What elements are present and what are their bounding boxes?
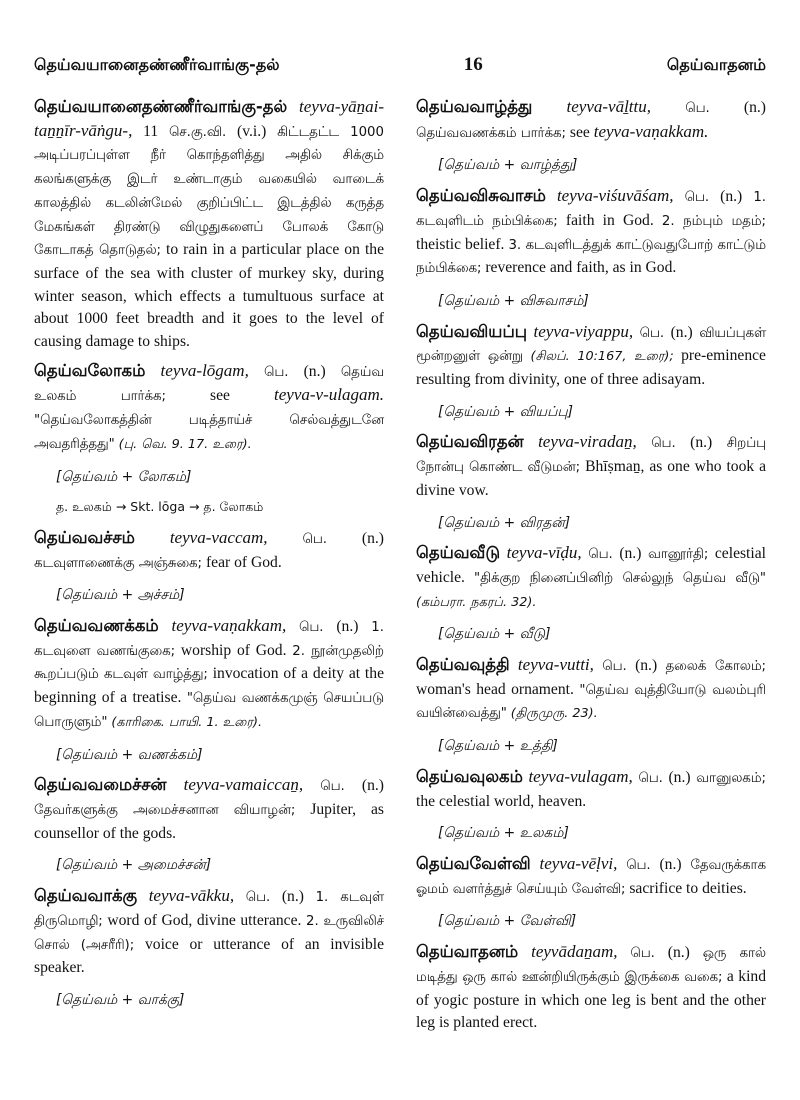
quotation-source: (சிலப். 10:167, உரை); [530,349,674,365]
part-of-speech: பெ. [588,547,613,563]
part-of-speech: பெ. [320,779,345,795]
dictionary-entry [416,542,766,646]
tamil-definition: தெய்வவணக்கம் பார்க்க; [416,125,566,141]
transliteration: teyva-vākku, [148,886,235,906]
part-of-speech-en: (n.) [720,188,743,206]
headword: தெய்வவமைச்சன் [34,775,167,795]
etymology: [தெய்வம் + வாழ்த்து] [438,157,578,174]
transliteration: teyva-vulagam, [528,766,633,786]
dictionary-entry [416,654,766,758]
part-of-speech: பெ. [638,770,663,786]
part-of-speech: பெ. [630,946,655,962]
headword: தெய்வலோகம் [34,360,146,380]
part-of-speech: செ.கு.வி. [168,124,227,140]
quotation: "தெய்வ வணக்கமுஞ் செயப்படு பொருளும்" [34,691,384,730]
dictionary-entry [34,615,384,766]
dictionary-entry [416,96,766,177]
tamil-definition: வியப்புகள் மூன்றனுள் ஒன்று [416,325,767,365]
entry-body [34,615,384,735]
headword: தெய்வயானைதண்ணீர்வாங்கு-தல் [34,97,288,116]
part-of-speech-en: (n.) [336,618,359,636]
english-definition: celestial vehicle. [416,545,766,586]
part-of-speech: பெ. [651,436,676,452]
etymology: [தெய்வம் + விசுவாசம்] [438,292,589,309]
tamil-definition: 1. கடவுள் திருமொழி; [34,890,385,929]
part-of-speech-en: (n.) [635,657,658,675]
part-of-speech-en: (v.i.) [237,122,267,140]
headword: தெய்வவேள்வி [416,853,531,873]
english-definition: see [210,387,230,405]
right-column [416,96,766,1041]
part-of-speech-en: (n.) [670,323,693,341]
entry-body [34,527,384,575]
transliteration: teyva-yāṉai-taṉṉīr-vāṅgu-, [34,97,384,140]
part-of-speech-en: (n.) [659,855,682,873]
english-definition: reverence and faith, as in God. [485,259,677,277]
cross-reference: teyva-v-ulagam. [274,385,384,405]
tamil-definition: தேவருக்காக ஓமம் வளர்த்துச் செய்யும் வேள்வி; [416,857,767,897]
quotation: "தெய்வலோகத்தின் படித்தாய்ச் செல்வத்துடனே அவதரித்தது" [34,413,384,452]
cross-reference: teyva-vaṇakkam. [593,121,709,141]
part-of-speech-en: (n.) [361,777,384,795]
header-left-guideword: தெய்வயானைதண்ணீர்வாங்கு-தல் [34,54,280,74]
headword: தெய்வவணக்கம் [34,616,159,636]
tamil-definition: தேவர்களுக்கு அமைச்சனான வியாழன்; [34,802,296,818]
english-definition: faith in God. [565,211,654,229]
part-of-speech-en: (n.) [667,944,690,962]
transliteration: teyva-vamaiccaṉ, [183,775,304,795]
part-of-speech: பெ. [299,620,324,636]
transliteration: teyvādaṉam, [531,942,618,962]
etymology: [தெய்வம் + உத்தி] [438,738,558,755]
quotation-source: (திருமுரு. 23). [510,706,598,722]
english-definition: see [569,123,590,141]
left-column [34,96,384,1020]
entry-body [416,542,766,614]
part-of-speech: பெ. [302,531,327,547]
quotation: "திக்குற நினைப்பினிற் செல்லுந் தெய்வ வீடு" [473,570,766,586]
transliteration: teyva-vaṇakkam, [171,616,287,636]
part-of-speech-en: (n.) [303,362,326,380]
tamil-definition: வானுலகம்; [696,770,766,786]
transliteration: teyva-lōgam, [160,360,249,380]
entry-body [416,431,766,502]
etymology: [தெய்வம் + உலகம்] [438,825,569,842]
tamil-definition: 2. நம்பும் மதம்; [661,213,766,229]
tamil-definition: 2. உருவிலிச் சொல் (அசரீரி); [34,913,384,953]
part-of-speech-en: (n.) [361,529,384,547]
page-number: 16 [463,54,483,75]
page-header [34,50,766,80]
transliteration: teyva-vīḍu, [506,543,582,563]
part-of-speech: பெ. [602,659,627,675]
etymology: [தெய்வம் + வேள்வி] [438,913,577,930]
part-of-speech-en: (n.) [668,768,691,786]
dictionary-entry [34,527,384,607]
entry-body [34,885,384,980]
headword: தெய்வவீடு [416,543,501,563]
dictionary-entry [416,766,766,845]
english-definition: pre-eminence resulting from divinity, one of three adisayam. [416,347,766,389]
headword: தெய்வவாழ்த்து [416,97,533,116]
tamil-definition: வானூர்தி; [647,547,709,563]
tamil-definition: தெய்வ உலகம் பார்க்க; [34,364,384,405]
tamil-definition: சிறப்பு நோன்பு கொண்ட வீடுமன்; [416,436,767,476]
headword: தெய்வவிரதன் [416,432,524,452]
english-definition: fear of God. [205,553,282,571]
transliteration: teyva-vāḻttu, [566,97,651,116]
entry-body [416,766,766,813]
entry-body [416,96,766,145]
dictionary-entry [416,853,766,933]
tamil-definition: கிட்டதட்ட 1000 அடிப்பரப்புள்ள நீர் கொந்தளித்து அதில் சிக்கும் கலங்களுக்கு இடர் உண்டாகும் வகையில் வாடைக் காலத்தில் கடலின்மேல் குறிப்பிட்ட இடத்தில் கருத்த மேகங்கள் திரண்டு விழுதுகளைப் போலக் கோடு கோடாகத் தொடுதல்; [34,124,384,259]
dictionary-entry [34,360,384,519]
headword: தெய்வவுத்தி [416,655,510,675]
quotation-source: (காரிகை. பாயி. 1. உரை). [111,714,263,730]
english-definition: to rain in a particular place on the surface of the sea with cluster of murkey sky, during winter season, which effects a tumultuous surface at about 1000 feet breadth and it goes to the level of causing damage to ships. [34,241,384,351]
etymology-note: த. உலகம் → Skt. lōga → த. லோகம் [56,499,264,515]
tamil-definition: 1. கடவுளிடம் நம்பிக்கை; [416,190,766,229]
etymology: [தெய்வம் + விரதன்] [438,514,571,531]
part-of-speech-en: (n.) [619,545,642,563]
part-of-speech: பெ. [685,101,710,116]
entry-body [416,941,766,1035]
entry-body [34,774,384,845]
entry-body [416,185,766,281]
headword: தெய்வவியப்பு [416,321,528,341]
etymology: [தெய்வம் + வாக்கு] [56,991,185,1008]
english-definition: a kind of yogic posture in which one leg is bent and the other leg is planted erect. [416,967,766,1032]
english-definition: voice or utterance of an invisible speaker. [34,935,385,977]
dictionary-entry [34,885,384,1012]
entry-body [34,360,384,457]
part-of-speech: பெ. [684,190,710,206]
part-of-speech: பெ. [626,857,651,873]
tamil-definition: ஒரு கால் மடித்து ஒரு கால் ஊன்றியிருக்கும் இருக்கை வகை; [416,946,766,985]
etymology: [தெய்வம் + வீடு] [438,626,551,643]
etymology: [தெய்வம் + அமைச்சன்] [56,857,212,874]
transliteration: teyva-vēḷvi, [539,853,618,873]
transliteration: teyva-viyappu, [533,321,634,341]
english-definition: the celestial world, heaven. [416,792,587,810]
etymology: [தெய்வம் + வியப்பு] [438,403,574,420]
quotation-source: (பு. வெ. 9. 17. உரை). [118,436,252,452]
english-definition: worship of God. [180,641,287,659]
part-of-speech: பெ. [639,325,665,341]
english-definition: woman's head ornament. [416,680,574,698]
headword: தெய்வவிசுவாசம் [416,186,546,206]
dictionary-entry [34,96,384,354]
entry-body [416,321,766,392]
part-of-speech-en: (n.) [690,434,713,452]
headword: தெய்வாதனம் [416,942,519,962]
dictionary-entry [416,185,766,313]
grammar-number: 11 [143,122,159,140]
part-of-speech-en: (n.) [281,888,304,906]
quotation-source: (கம்பரா. நகரப். 32). [416,594,537,610]
headword: தெய்வவுலகம் [416,766,523,786]
english-definition: invocation of a deity at the beginning of a treatise. [34,665,384,707]
entry-body [416,853,766,901]
english-definition: Bhīṣmaṉ, as one who took a divine vow. [416,458,767,499]
tamil-definition: கடவுளாணைக்கு அஞ்சுகை; [34,555,203,571]
transliteration: teyva-vutti, [517,655,594,675]
transliteration: teyva-viradaṉ, [538,432,637,452]
part-of-speech-en: (n.) [743,99,767,116]
headword: தெய்வவாக்கு [34,886,138,906]
part-of-speech: பெ. [263,364,289,380]
dictionary-entry [416,941,766,1035]
quotation: "தெய்வ வுத்தியோடு வலம்புரி வயின்வைத்து" [416,682,766,722]
etymology: [தெய்வம் + அச்சம்] [56,587,185,604]
header-right-guideword: தெய்வாதனம் [666,54,766,74]
entry-body [34,96,384,354]
english-definition: theistic belief. [416,235,505,253]
tamil-definition: 2. நூன்முதலிற் கூறப்படும் கடவுள் வாழ்த்து; [34,643,384,683]
part-of-speech: பெ. [245,890,271,906]
etymology: [தெய்வம் + லோகம்] [56,468,192,485]
transliteration: teyva-vaccam, [169,527,268,547]
transliteration: teyva-viśuvāśam, [556,186,674,206]
tamil-definition: தலைக் கோலம்; [665,659,767,675]
entry-body [416,654,766,726]
tamil-definition: 3. கடவுளிடத்துக் காட்டுவதுபோற் காட்டும் நம்பிக்கை; [416,237,766,277]
etymology: [தெய்வம் + வணக்கம்] [56,746,203,763]
dictionary-entry [34,774,384,877]
english-definition: sacrifice to deities. [629,879,747,897]
dictionary-entry [416,431,766,534]
english-definition: word of God, divine utterance. [107,911,302,929]
dictionary-entry [416,321,766,424]
tamil-definition: 1. கடவுளை வணங்குகை; [34,620,384,659]
english-definition: Jupiter, as counsellor of the gods. [34,800,384,842]
headword: தெய்வவச்சம் [34,527,135,547]
